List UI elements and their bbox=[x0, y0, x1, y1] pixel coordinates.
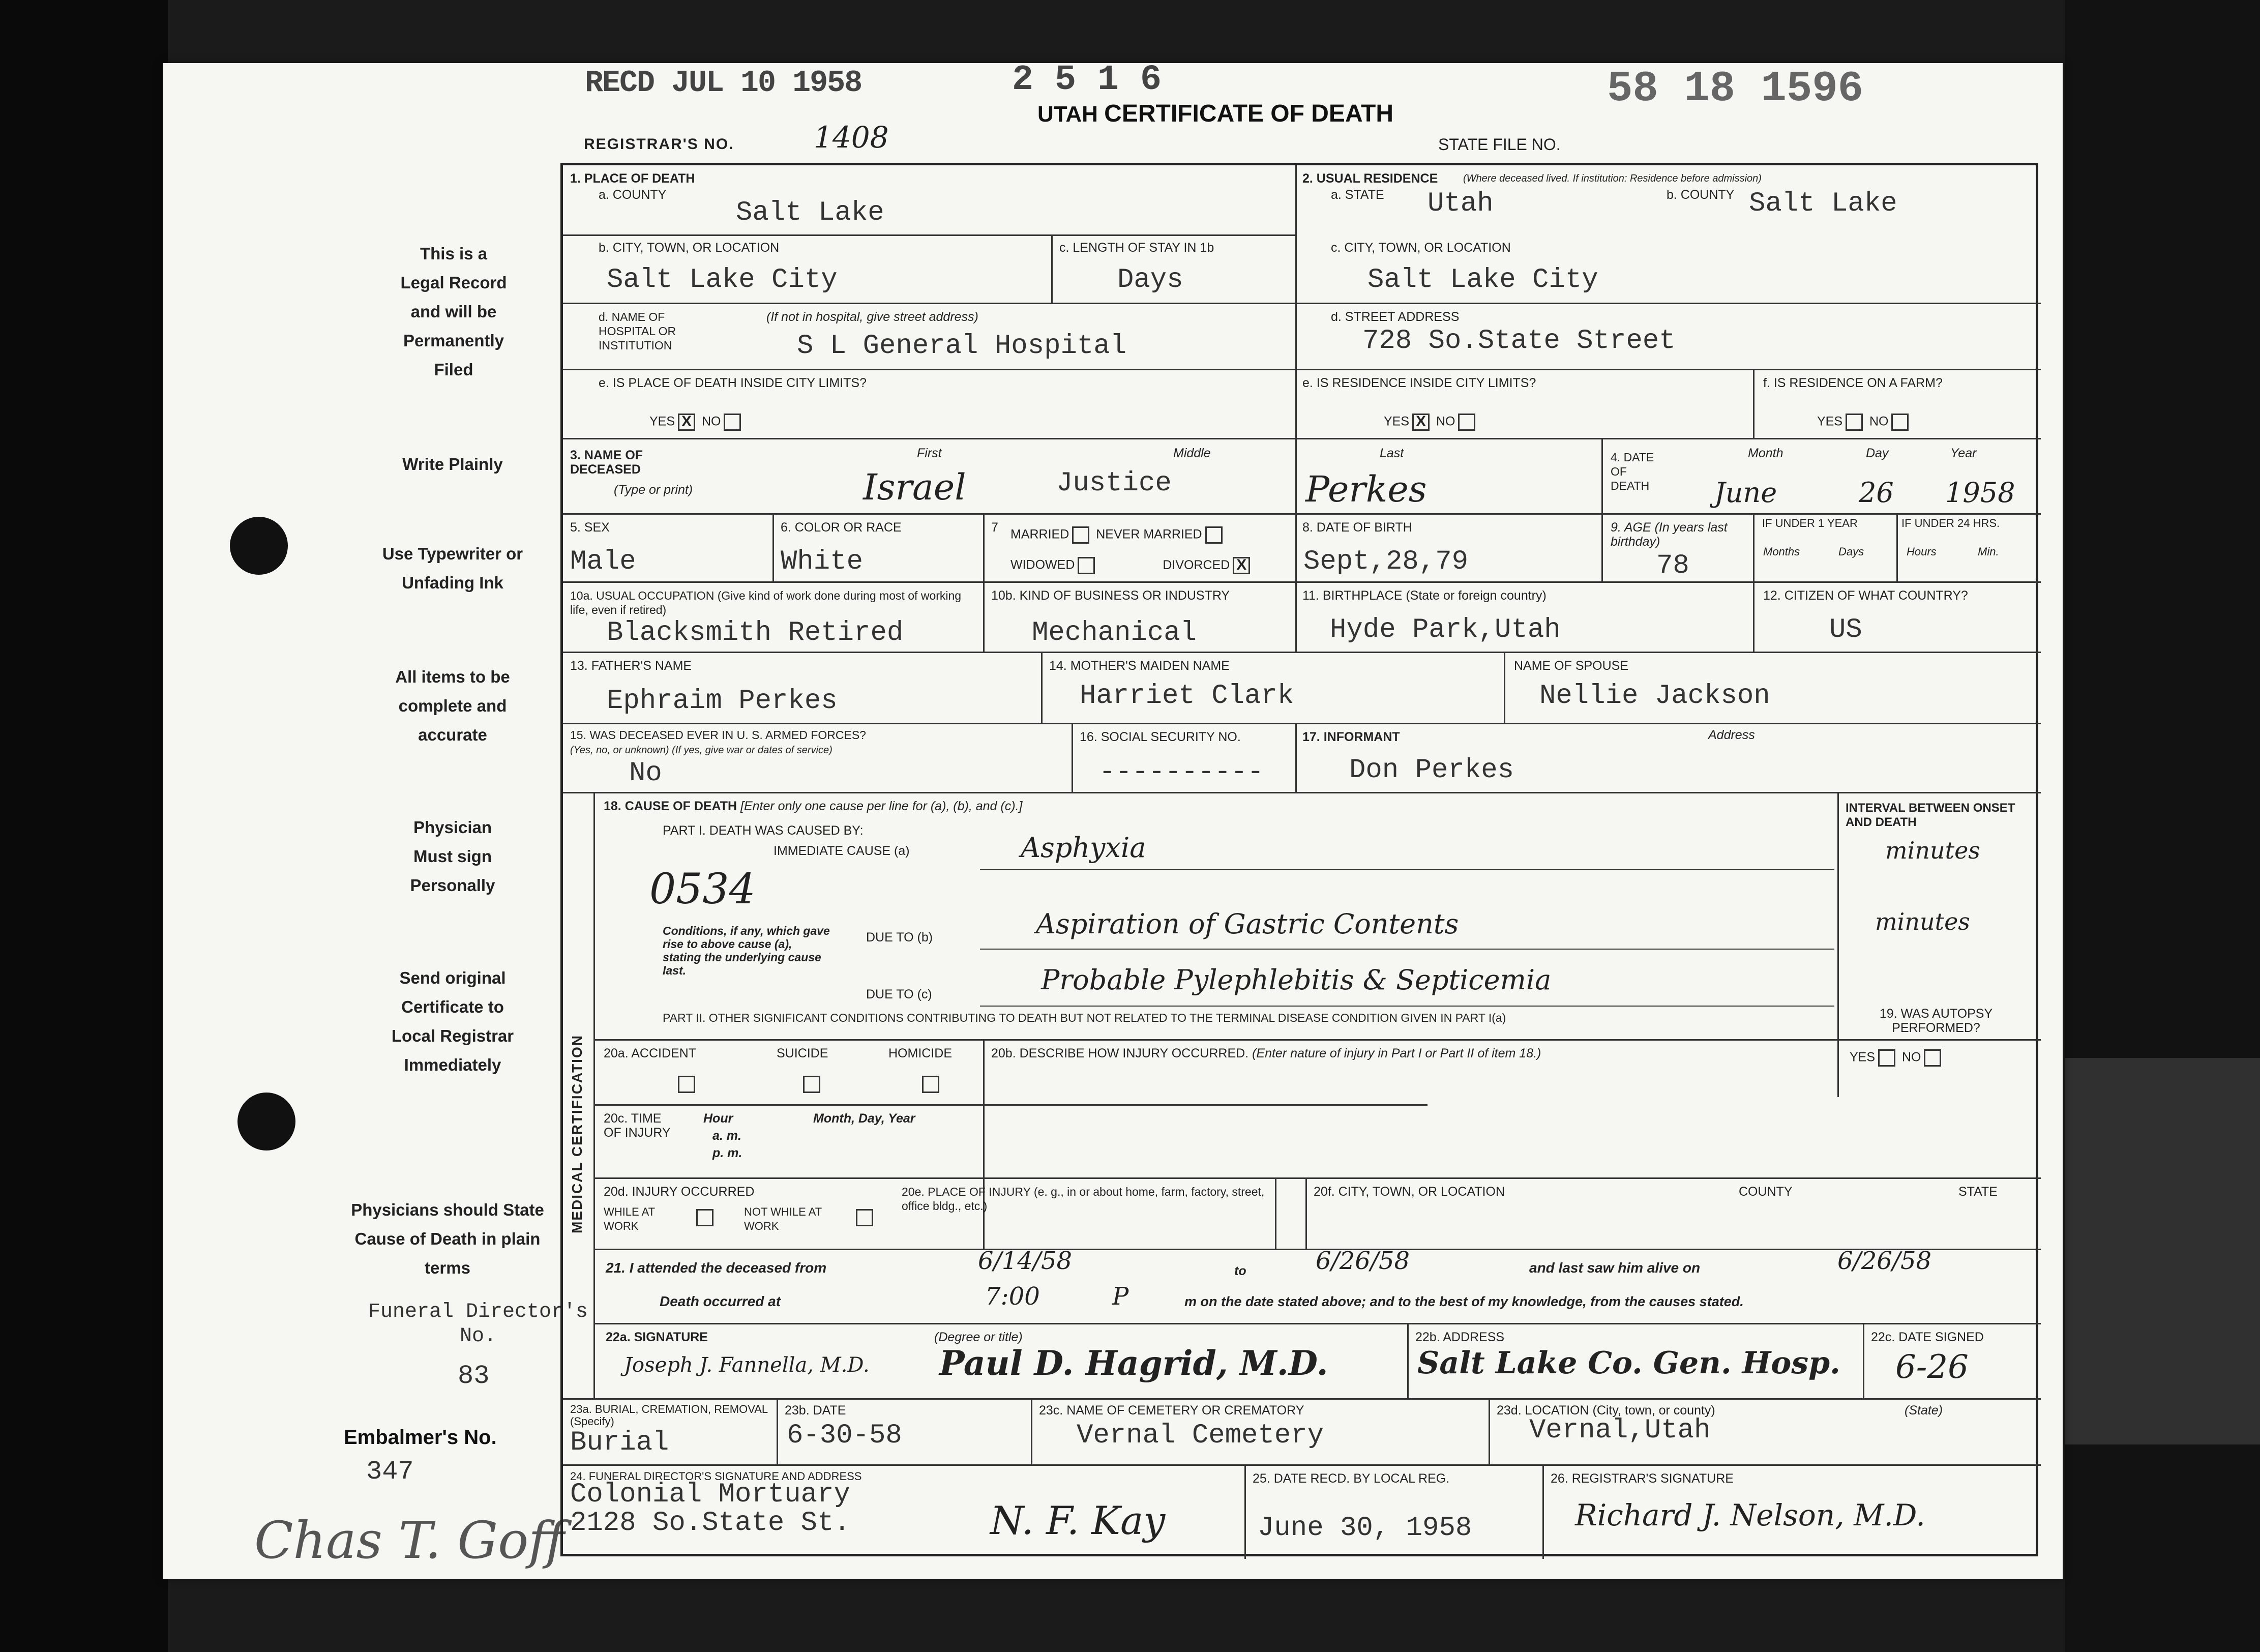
burial-date-label: 23b. DATE bbox=[785, 1403, 846, 1418]
immediate-cause: Asphyxia bbox=[1021, 832, 1146, 864]
occupation-label: 10a. USUAL OCCUPATION (Give kind of work done during most of working life, even if retired) bbox=[570, 589, 962, 616]
scan-border-right bbox=[2065, 0, 2260, 1652]
father-value: Ephraim Perkes bbox=[607, 686, 838, 717]
scan-border-left bbox=[0, 0, 168, 1652]
place-of-death-heading: 1. PLACE OF DEATH bbox=[570, 171, 695, 186]
embalmer-signature: Chas T. Goff bbox=[254, 1511, 565, 1570]
age-value: 78 bbox=[1656, 550, 1689, 581]
certificate-form bbox=[560, 163, 2038, 1556]
rule-row11 bbox=[593, 1104, 1428, 1106]
day-label: Day bbox=[1866, 446, 1889, 460]
armed-value: No bbox=[629, 758, 662, 789]
funeral-signature: N. F. Kay bbox=[990, 1498, 1166, 1543]
state-file-label: STATE FILE NO. bbox=[1438, 135, 1561, 154]
funeral-director-number: 83 bbox=[458, 1361, 490, 1391]
street-address: 728 So.State Street bbox=[1362, 326, 1676, 357]
birthplace-value: Hyde Park,Utah bbox=[1330, 614, 1561, 645]
marital-num: 7 bbox=[991, 520, 998, 535]
birth-label: 8. DATE OF BIRTH bbox=[1302, 520, 1412, 535]
attend-label: 21. I attended the deceased from bbox=[606, 1260, 827, 1276]
side-note-physicians-cause: Physicians should State Cause of Death in plain terms bbox=[351, 1200, 544, 1277]
scan-band bbox=[2065, 1058, 2260, 1444]
citizen-label: 12. CITIZEN OF WHAT COUNTRY? bbox=[1763, 588, 1968, 603]
days-label: Days bbox=[1838, 545, 1864, 558]
hours-label: Hours bbox=[1907, 545, 1937, 558]
physician-signature: Paul D. Hagrid, M.D. bbox=[939, 1343, 1328, 1383]
middle-name: Justice bbox=[1056, 468, 1172, 499]
pm-label: p. m. bbox=[712, 1146, 742, 1160]
interval-a: minutes bbox=[1885, 837, 1980, 864]
married-box[interactable] bbox=[1072, 526, 1089, 544]
rule-col-ssn bbox=[1072, 723, 1073, 792]
residence-city: Salt Lake City bbox=[1367, 264, 1598, 296]
rule-col-regsig bbox=[1542, 1464, 1544, 1559]
attend-to-label: to bbox=[1234, 1264, 1246, 1278]
residence-county-label: b. COUNTY bbox=[1667, 188, 1735, 202]
inside-city-no-box[interactable] bbox=[724, 414, 741, 431]
autopsy-yes-box[interactable] bbox=[1878, 1049, 1895, 1067]
citizen-value: US bbox=[1829, 614, 1862, 645]
inside-city-yes-label: YES bbox=[649, 414, 675, 429]
accident-box[interactable] bbox=[678, 1076, 695, 1093]
residence-inside-yes-box[interactable]: X bbox=[1412, 414, 1430, 431]
registrar-label: REGISTRAR'S NO. bbox=[584, 136, 734, 153]
residence-county: Salt Lake bbox=[1749, 188, 1897, 219]
residence-inside-label: e. IS RESIDENCE INSIDE CITY LIMITS? bbox=[1302, 376, 1536, 390]
hospital-name: S L General Hospital bbox=[797, 331, 1127, 362]
father-label: 13. FATHER'S NAME bbox=[570, 659, 692, 673]
rule-row9 bbox=[563, 792, 2041, 793]
ssn-value: ---------- bbox=[1099, 757, 1264, 788]
homicide-box[interactable] bbox=[922, 1076, 939, 1093]
due-c-label: DUE TO (c) bbox=[866, 987, 932, 1001]
recd-value: June 30, 1958 bbox=[1258, 1513, 1472, 1544]
recd-label: 25. DATE RECD. BY LOCAL REG. bbox=[1253, 1471, 1450, 1486]
rule-row10 bbox=[593, 1039, 2041, 1041]
describe-text: 20b. DESCRIBE HOW INJURY OCCURRED. bbox=[991, 1046, 1249, 1060]
divorced-label: DIVORCED bbox=[1163, 557, 1230, 572]
last-label: Last bbox=[1380, 446, 1404, 460]
homicide-label: HOMICIDE bbox=[888, 1046, 952, 1060]
injury-state-label: STATE bbox=[1958, 1185, 1998, 1199]
rule-row7 bbox=[563, 652, 2041, 653]
death-day: 26 bbox=[1859, 477, 1894, 509]
autopsy-label: 19. WAS AUTOPSY PERFORMED? bbox=[1879, 1007, 1993, 1035]
never-married-box[interactable] bbox=[1205, 526, 1223, 544]
while-work-label: WHILE AT WORK bbox=[604, 1205, 655, 1232]
rule-row17 bbox=[563, 1398, 1295, 1400]
side-note-legal: This is a Legal Record and will be Permanently Filed bbox=[400, 244, 507, 379]
attend-from: 6/14/58 bbox=[978, 1247, 1073, 1275]
funeral-director-label: Funeral Director's No. bbox=[368, 1301, 588, 1348]
months-label: Months bbox=[1763, 545, 1800, 558]
rule-col-stay bbox=[1051, 234, 1053, 303]
sex-value: Male bbox=[570, 546, 636, 577]
not-work-label: NOT WHILE AT WORK bbox=[744, 1205, 822, 1232]
rule-col-date bbox=[1601, 438, 1603, 581]
rule-row3 bbox=[563, 369, 2041, 370]
location-state-label: (State) bbox=[1905, 1403, 1943, 1418]
death-city: Salt Lake City bbox=[607, 264, 838, 296]
armed-note: (Yes, no, or unknown) (If yes, give war or dates of service) bbox=[570, 745, 832, 756]
middle-label: Middle bbox=[1173, 446, 1211, 460]
last-name: Perkes bbox=[1305, 468, 1427, 510]
rule-col-informant bbox=[1295, 723, 1297, 792]
punch-hole-bottom bbox=[237, 1093, 295, 1150]
date-signed: 6-26 bbox=[1895, 1348, 1969, 1386]
under-24-label: IF UNDER 24 HRS. bbox=[1901, 517, 2000, 529]
spouse-value: Nellie Jackson bbox=[1539, 681, 1770, 712]
mdy-label: Month, Day, Year bbox=[813, 1111, 915, 1126]
under-1-label: IF UNDER 1 YEAR bbox=[1762, 517, 1858, 529]
rule-col-race bbox=[983, 513, 985, 581]
spouse-label: NAME OF SPOUSE bbox=[1514, 659, 1629, 673]
describe-note: (Enter nature of injury in Part I or Part II of item 18.) bbox=[1252, 1046, 1541, 1060]
rule-col-center bbox=[1295, 165, 1297, 652]
inside-city-yes-box[interactable]: X bbox=[678, 414, 695, 431]
rule-col-city-injury bbox=[1305, 1177, 1307, 1249]
death-time: 7:00 bbox=[985, 1282, 1040, 1311]
physician-address: Salt Lake Co. Gen. Hosp. bbox=[1417, 1345, 1840, 1381]
residence-heading: 2. USUAL RESIDENCE bbox=[1302, 171, 1438, 186]
rule-row12 bbox=[593, 1177, 2041, 1179]
injury-city-label: 20f. CITY, TOWN, OR LOCATION bbox=[1314, 1185, 1505, 1199]
first-label: First bbox=[917, 446, 942, 460]
mother-label: 14. MOTHER'S MAIDEN NAME bbox=[1049, 659, 1230, 673]
residence-inside-checks bbox=[1384, 414, 1478, 431]
age-label: 9. AGE (In years last birthday) bbox=[1611, 520, 1728, 549]
title-main: CERTIFICATE OF DEATH bbox=[1104, 100, 1394, 127]
rule-col-sex bbox=[772, 513, 774, 581]
inside-city-label: e. IS PLACE OF DEATH INSIDE CITY LIMITS? bbox=[599, 376, 867, 390]
residence-state-label: a. STATE bbox=[1331, 188, 1384, 202]
rule-col-spouse bbox=[1504, 652, 1505, 723]
autopsy-yes-label: YES bbox=[1850, 1050, 1876, 1065]
interval-b: minutes bbox=[1875, 908, 1970, 935]
last-saw-label: and last saw him alive on bbox=[1529, 1260, 1701, 1276]
residence-state: Utah bbox=[1428, 188, 1494, 219]
punch-hole-top bbox=[230, 517, 288, 575]
occupation-value: Blacksmith Retired bbox=[607, 617, 904, 648]
part1-label: PART I. DEATH WAS CAUSED BY: bbox=[663, 823, 864, 838]
rule-col-22b bbox=[1407, 1323, 1409, 1398]
cemetery-name: Vernal Cemetery bbox=[1077, 1420, 1324, 1451]
cause-note: [Enter only one cause per line for (a), (b), and (c).] bbox=[740, 799, 1023, 813]
address-label: 22b. ADDRESS bbox=[1415, 1330, 1505, 1344]
burial-value: Burial bbox=[570, 1427, 669, 1458]
marital-row1 bbox=[1010, 526, 1226, 544]
cause-heading-text: 18. CAUSE OF DEATH bbox=[604, 799, 737, 813]
immediate-label: IMMEDIATE CAUSE (a) bbox=[774, 844, 910, 858]
residence-city-label: c. CITY, TOWN, OR LOCATION bbox=[1331, 241, 1511, 255]
intern-signature: Joseph J. Fannella, M.D. bbox=[624, 1353, 870, 1377]
autopsy-checks bbox=[1850, 1049, 1944, 1067]
race-label: 6. COLOR OR RACE bbox=[781, 520, 902, 535]
rule-col-location bbox=[1489, 1398, 1490, 1464]
mother-value: Harriet Clark bbox=[1080, 681, 1294, 712]
rule-row8 bbox=[563, 723, 2041, 724]
side-note-physician: Physician Must sign Personally bbox=[410, 818, 495, 895]
describe-label bbox=[991, 1046, 1541, 1060]
reg-sig-label: 26. REGISTRAR'S SIGNATURE bbox=[1551, 1471, 1734, 1486]
embalmer-number: 347 bbox=[366, 1457, 414, 1487]
farm-checks bbox=[1817, 414, 1912, 431]
funeral-label: 24. FUNERAL DIRECTOR'S SIGNATURE AND ADDRESS bbox=[570, 1470, 862, 1483]
rule-col-injury bbox=[983, 1039, 985, 1249]
rule-col-mother bbox=[1041, 652, 1043, 723]
injury-county-label: COUNTY bbox=[1739, 1185, 1793, 1199]
hospital-note: (If not in hospital, give street address) bbox=[766, 310, 978, 324]
registrar-number: 1408 bbox=[814, 120, 889, 155]
business-label: 10b. KIND OF BUSINESS OR INDUSTRY bbox=[991, 588, 1230, 603]
residence-inside-no-box[interactable] bbox=[1458, 414, 1475, 431]
funeral-address: 2128 So.State St. bbox=[570, 1508, 850, 1539]
residence-inside-yes-label: YES bbox=[1384, 414, 1410, 429]
am-label: a. m. bbox=[712, 1129, 741, 1143]
location-label: 23d. LOCATION (City, town, or county) bbox=[1497, 1403, 1715, 1418]
code-stamp: 2 5 1 6 bbox=[1012, 60, 1162, 100]
rule-col-age-24 bbox=[1896, 513, 1898, 581]
rule-row16 bbox=[563, 1464, 2041, 1466]
last-saw: 6/26/58 bbox=[1837, 1247, 1932, 1275]
autopsy-no-box[interactable] bbox=[1924, 1049, 1941, 1067]
divorced-box[interactable]: X bbox=[1233, 557, 1250, 574]
location-value: Vernal,Utah bbox=[1529, 1415, 1711, 1446]
death-year: 1958 bbox=[1945, 477, 2015, 509]
date-signed-label: 22c. DATE SIGNED bbox=[1871, 1330, 1984, 1344]
due-c: Probable Pylephlebitis & Septicemia bbox=[1041, 964, 1552, 996]
registrar-signature: Richard J. Nelson, M.D. bbox=[1575, 1498, 1925, 1532]
signature-label: 22a. SIGNATURE bbox=[606, 1330, 708, 1344]
rule-row4 bbox=[563, 438, 2041, 439]
medical-certification-label: MEDICAL CERTIFICATION bbox=[569, 1035, 585, 1233]
interval-label: INTERVAL BETWEEN ONSET AND DEATH bbox=[1846, 801, 2015, 829]
married-label: MARRIED bbox=[1010, 527, 1069, 542]
while-work-box[interactable] bbox=[696, 1209, 713, 1226]
side-note-write: Write Plainly bbox=[402, 455, 503, 474]
farm-label: f. IS RESIDENCE ON A FARM? bbox=[1763, 376, 1943, 390]
widowed-label: WIDOWED bbox=[1010, 557, 1075, 572]
occurred-label: 20d. INJURY OCCURRED bbox=[604, 1185, 755, 1199]
death-ampm: P bbox=[1112, 1282, 1129, 1311]
armed-label: 15. WAS DECEASED EVER IN U. S. ARMED FORCES? bbox=[570, 728, 866, 742]
inside-city-no-label: NO bbox=[701, 414, 721, 429]
side-note-typewriter: Use Typewriter or Unfading Ink bbox=[382, 544, 523, 592]
time-injury-label: 20c. TIME OF INJURY bbox=[604, 1111, 671, 1140]
hospital-label: d. NAME OF HOSPITAL OR INSTITUTION bbox=[599, 310, 676, 352]
ssn-label: 16. SOCIAL SECURITY NO. bbox=[1080, 730, 1241, 744]
street-label: d. STREET ADDRESS bbox=[1331, 310, 1460, 324]
side-note-complete: All items to be complete and accurate bbox=[395, 667, 510, 744]
farm-no-label: NO bbox=[1869, 414, 1889, 429]
part2-label: PART II. OTHER SIGNIFICANT CONDITIONS CONTRIBUTING TO DEATH BUT NOT RELATED TO THE TERMINAL DISEASE CONDITION GIVEN IN PART I(a) bbox=[663, 1011, 1506, 1024]
sex-label: 5. SEX bbox=[570, 520, 610, 535]
death-county-label: a. COUNTY bbox=[599, 188, 667, 202]
cause-heading bbox=[604, 799, 1022, 813]
rule-cause-a bbox=[980, 869, 1834, 870]
stay-value: Days bbox=[1117, 264, 1183, 296]
not-work-box[interactable] bbox=[856, 1209, 873, 1226]
funeral-name: Colonial Mortuary bbox=[570, 1479, 850, 1510]
occurred-at-label: Death occurred at bbox=[660, 1293, 781, 1309]
widowed-box[interactable] bbox=[1078, 557, 1095, 574]
rule-col-age-units bbox=[1753, 513, 1755, 652]
suicide-box[interactable] bbox=[803, 1076, 820, 1093]
residence-note: (Where deceased lived. If institution: Residence before admission) bbox=[1463, 173, 1762, 184]
marital-row2 bbox=[1010, 557, 1253, 574]
rule-col-farm bbox=[1753, 369, 1755, 438]
death-month: June bbox=[1714, 477, 1777, 509]
suicide-label: SUICIDE bbox=[777, 1046, 828, 1060]
informant-value: Don Perkes bbox=[1349, 755, 1514, 786]
attend-to: 6/26/58 bbox=[1316, 1247, 1410, 1275]
race-value: White bbox=[781, 546, 864, 577]
death-county: Salt Lake bbox=[736, 197, 884, 228]
title bbox=[1037, 100, 1393, 128]
death-city-label: b. CITY, TOWN, OR LOCATION bbox=[599, 241, 780, 255]
state-file-stamp: 58 18 1596 bbox=[1607, 65, 1864, 113]
min-label: Min. bbox=[1978, 545, 1999, 558]
rule-col-interval bbox=[1837, 792, 1839, 1097]
birthplace-label: 11. BIRTHPLACE (State or foreign country) bbox=[1302, 588, 1547, 603]
farm-no-box[interactable] bbox=[1891, 414, 1909, 431]
inside-city-checks bbox=[649, 414, 744, 431]
date-death-label: 4. DATE OF DEATH bbox=[1611, 451, 1654, 492]
name-type-note: (Type or print) bbox=[614, 483, 693, 497]
rule-row5 bbox=[563, 513, 2041, 515]
autopsy-no-label: NO bbox=[1901, 1050, 1921, 1065]
informant-label: 17. INFORMANT bbox=[1302, 730, 1400, 744]
title-prefix: UTAH bbox=[1037, 102, 1098, 127]
never-married-label: NEVER MARRIED bbox=[1096, 527, 1202, 542]
degree-label: (Degree or title) bbox=[934, 1330, 1023, 1344]
rule-cause-b bbox=[980, 949, 1834, 950]
business-value: Mechanical bbox=[1032, 617, 1197, 648]
first-name: Israel bbox=[863, 466, 966, 508]
place-injury-label: 20e. PLACE OF INJURY (e. g., in or about home, farm, factory, street, office bldg., etc.) bbox=[902, 1185, 1265, 1213]
rule-row2 bbox=[563, 303, 2041, 304]
conditions-note: Conditions, if any, which gave rise to above cause (a), stating the underlying cause last. bbox=[663, 924, 830, 977]
month-label: Month bbox=[1748, 446, 1783, 460]
rule-cause-c bbox=[980, 1006, 1834, 1007]
rule-row6 bbox=[563, 581, 2041, 583]
rule-col-burial-date bbox=[777, 1398, 778, 1464]
farm-yes-box[interactable] bbox=[1846, 414, 1863, 431]
received-stamp: RECD JUL 10 1958 bbox=[585, 66, 862, 101]
hour-label: Hour bbox=[703, 1111, 733, 1126]
name-label: 3. NAME OF DECEASED bbox=[570, 448, 643, 477]
burial-date: 6-30-58 bbox=[787, 1420, 902, 1451]
due-b: Aspiration of Gastric Contents bbox=[1036, 908, 1459, 940]
year-label: Year bbox=[1950, 446, 1977, 460]
rule-col-business bbox=[983, 581, 985, 652]
rule-col-medical bbox=[593, 792, 595, 1398]
rule-row14 bbox=[593, 1323, 2041, 1324]
informant-address-label: Address bbox=[1708, 728, 1755, 742]
cause-code: 0534 bbox=[649, 865, 756, 913]
farm-yes-label: YES bbox=[1817, 414, 1843, 429]
rule-col-22c bbox=[1863, 1323, 1864, 1398]
side-note-send: Send original Certificate to Local Registrar Immediately bbox=[391, 968, 514, 1074]
burial-label: 23a. BURIAL, CREMATION, REMOVAL (Specify) bbox=[570, 1403, 768, 1428]
accident-label: 20a. ACCIDENT bbox=[604, 1046, 697, 1060]
due-b-label: DUE TO (b) bbox=[866, 930, 933, 945]
rule-col-cemetery bbox=[1031, 1398, 1032, 1464]
cemetery-label: 23c. NAME OF CEMETERY OR CREMATORY bbox=[1039, 1403, 1304, 1418]
rule-row1 bbox=[563, 234, 1295, 236]
residence-inside-no-label: NO bbox=[1436, 414, 1455, 429]
rule-col-recd bbox=[1244, 1464, 1246, 1559]
stay-label: c. LENGTH OF STAY IN 1b bbox=[1059, 241, 1214, 255]
statement-text: m on the date stated above; and to the best of my knowledge, from the causes stated. bbox=[1184, 1294, 1744, 1309]
birth-value: Sept,28,79 bbox=[1303, 546, 1469, 577]
embalmer-label: Embalmer's No. bbox=[344, 1426, 497, 1449]
